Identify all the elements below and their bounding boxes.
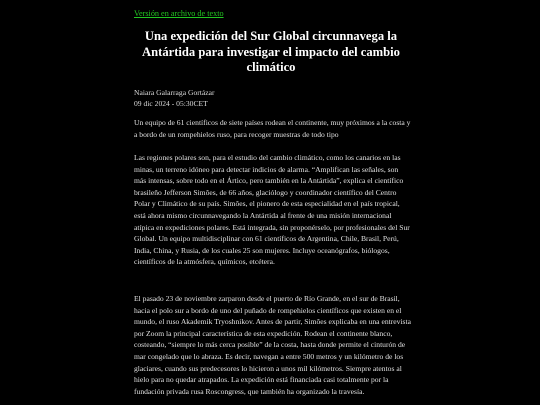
byline xyxy=(134,87,215,109)
article-lead: Un equipo de 61 científicos de siete países rodean el continente, muy próximos a la costa y a bordo de un rompehielos ruso, para recoger muestras de todo tipo xyxy=(134,118,411,139)
article-paragraph: Las regiones polares son, para el estudio del cambio climático, como los canarios en las minas, un terreno idóneo para detectar indicios de alarma. “Amplifican las señales, son más intensas, sobre todo en el Ártico, pero también en la Antártida”, explica el científico brasileño Jefferson Simões, de 66 años, glaciólogo y coordinador científico del Centro Polar y Climático de su país. Simões, el pionero de esta especialidad en el país tropical, está ahora mismo circunnavegando la Antártida al frente de una misión internacional atípica en expediciones polares. Está integrada, sin proponérselo, por profesionales del Sur Global. Un equipo multidisciplinar con 61 científicos de Argentina, Chile, Brasil, Perú, India, China, y Rusia, de los cuales 25 son mujeres. Incluye oceanógrafos, biólogos, científicos de la atmósfera, químicos, etcétera. xyxy=(134,153,410,267)
publish-date: 09 dic 2024 - 05:30CET xyxy=(134,99,208,108)
text-version-link[interactable]: Versión en archivo de texto xyxy=(134,9,224,18)
article-paragraph: El pasado 23 de noviembre zarparon desde el puerto de Río Grande, en el sur de Brasil, hacia el polo sur a bordo de uno del puñado de rompehielos científicos que existen en el mundo, el ruso Akademik Tryoshnikov. Antes de partir, Simões explicaba en una entrevista por Zoom la principal característica de esta expedición. Rodean el continente blanco, costeando, “siempre lo más cerca posible” de la costa, hasta donde permite el cinturón de mar congelado que lo abraza. Es decir, navegan a entre 500 metros y un kilómetro de los glaciares, cuando sus predecesores lo hicieron a unos mil kilómetros. Siempre atentos al hielo para no quedar atrapados. La expedición está financiada casi totalmente por la fundación privada rusa Roscongress, que también ha organizado la travesía. xyxy=(134,294,411,396)
author-name: Naiara Galarraga Gortázar xyxy=(134,88,215,97)
article-title: Una expedición del Sur Global circunnavega la Antártida para investigar el impacto del cambio climático xyxy=(142,29,400,74)
